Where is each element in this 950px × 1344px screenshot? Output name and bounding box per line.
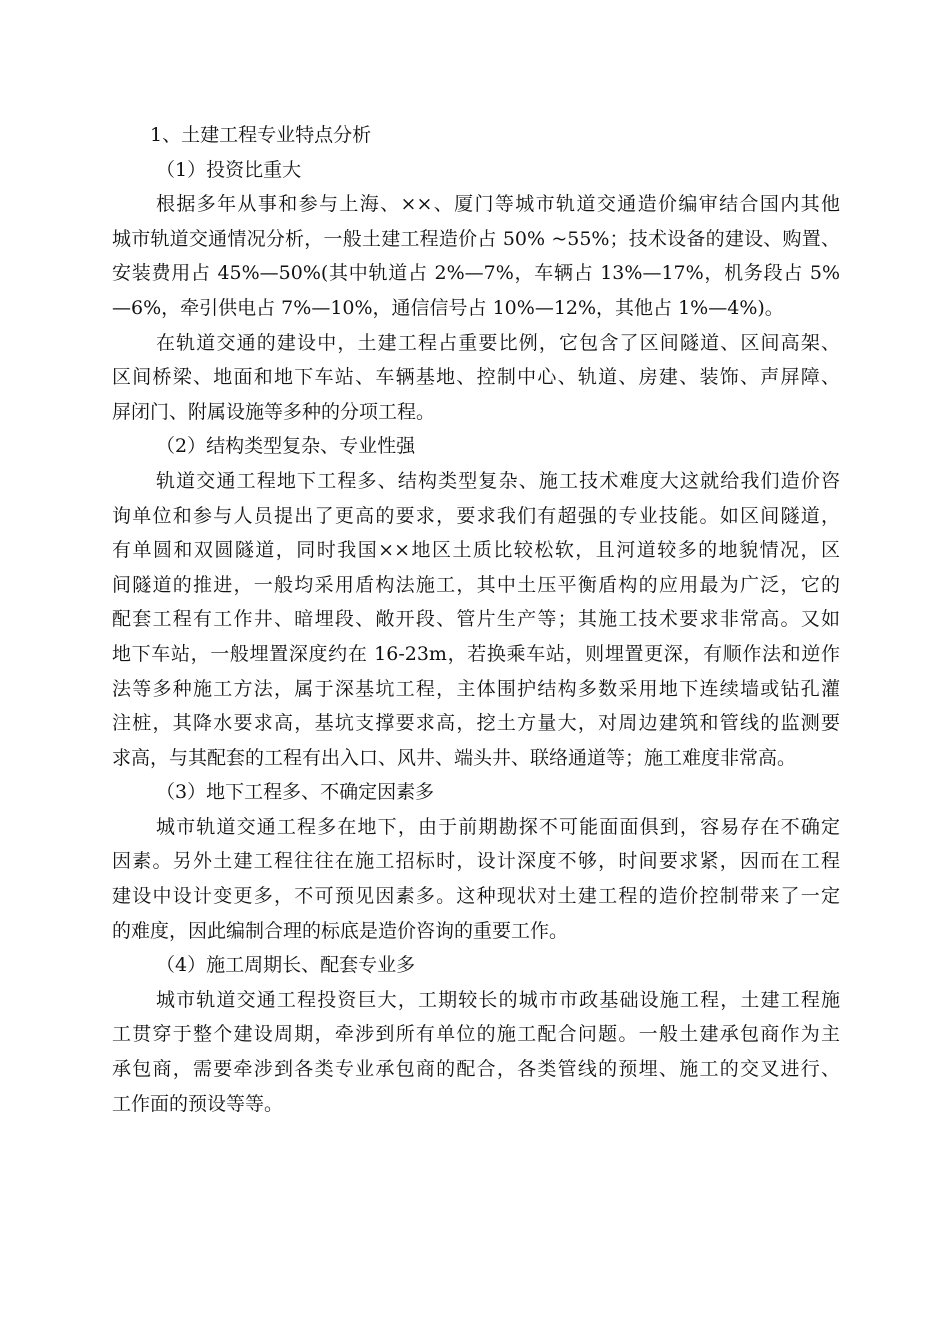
main-heading: 1、土建工程专业特点分析 bbox=[150, 124, 372, 146]
text-line: 有单圆和双圆隧道，同时我国××地区土质比较松软，且河道较多的地貌情况，区 bbox=[112, 539, 840, 562]
section-title-1: （1）投资比重大 bbox=[156, 158, 302, 181]
text-line: 地下车站，一般埋置深度约在 16-23m，若换乘车站，则埋置更深，有顺作法和逆作 bbox=[112, 642, 840, 665]
text-line: 工贯穿于整个建设周期，牵涉到所有单位的施工配合问题。一般土建承包商作为主 bbox=[112, 1023, 840, 1046]
text-line: 询单位和参与人员提出了更高的要求，要求我们有超强的专业技能。如区间隧道， bbox=[112, 504, 840, 527]
text-line: 承包商，需要牵涉到各类专业承包商的配合，各类管线的预埋、施工的交叉进行、 bbox=[112, 1058, 840, 1081]
text-line: 间隧道的推进，一般均采用盾构法施工，其中土压平衡盾构的应用最为广泛，它的 bbox=[112, 573, 840, 596]
text-line: —6%，牵引供电占 7%—10%，通信信号占 10%—12%，其他占 1%—4%)。 bbox=[112, 296, 784, 319]
text-line: 因素。另外土建工程往往在施工招标时，设计深度不够，时间要求紧，因而在工程 bbox=[112, 850, 840, 873]
text-line: 城市轨道交通工程多在地下，由于前期勘探不可能面面俱到，容易存在不确定 bbox=[156, 815, 840, 838]
text-line: 城市轨道交通工程投资巨大，工期较长的城市市政基础设施工程，土建工程施 bbox=[156, 988, 840, 1011]
paragraph bbox=[112, 187, 840, 325]
section-title-4: （4）施工周期长、配套专业多 bbox=[156, 954, 416, 977]
text-line: 注桩，其降水要求高，基坑支撑要求高，挖土方量大，对周边建筑和管线的监测要 bbox=[112, 712, 840, 735]
section-title-3: （3）地下工程多、不确定因素多 bbox=[156, 781, 435, 804]
text-line: 的难度，因此编制合理的标底是造价咨询的重要工作。 bbox=[112, 919, 569, 942]
paragraph bbox=[112, 810, 840, 948]
text-line: 法等多种施工方法，属于深基坑工程，主体围护结构多数采用地下连续墙或钻孔灌 bbox=[112, 677, 840, 700]
text-line: 轨道交通工程地下工程多、结构类型复杂、施工技术难度大这就给我们造价咨 bbox=[156, 469, 840, 492]
text-line: 安装费用占 45%—50%(其中轨道占 2%—7%，车辆占 13%—17%，机务段占 5% bbox=[112, 262, 840, 285]
paragraph bbox=[112, 464, 840, 775]
text-line: 根据多年从事和参与上海、××、厦门等城市轨道交通造价编审结合国内其他 bbox=[156, 193, 840, 216]
text-line: 区间桥梁、地面和地下车站、车辆基地、控制中心、轨道、房建、装饰、声屏障、 bbox=[112, 366, 840, 389]
text-line: 在轨道交通的建设中，土建工程占重要比例，它包含了区间隧道、区间高架、 bbox=[156, 331, 840, 354]
text-line: 工作面的预设等等。 bbox=[112, 1092, 284, 1115]
text-line: 求高，与其配套的工程有出入口、风井、端头井、联络通道等；施工难度非常高。 bbox=[112, 746, 797, 769]
text-line: 屏闭门、附属设施等多种的分项工程。 bbox=[112, 400, 436, 423]
text-line: 城市轨道交通情况分析，一般土建工程造价占 50% ~55%；技术设备的建设、购置、 bbox=[112, 227, 840, 250]
text-line: 配套工程有工作井、暗埋段、敞开段、管片生产等；其施工技术要求非常高。又如 bbox=[112, 608, 840, 631]
text-line: 建设中设计变更多，不可预见因素多。这种现状对土建工程的造价控制带来了一定 bbox=[112, 885, 840, 908]
section-title-2: （2）结构类型复杂、专业性强 bbox=[156, 435, 416, 458]
document-body bbox=[112, 118, 840, 1121]
paragraph bbox=[112, 326, 840, 430]
paragraph bbox=[112, 983, 840, 1121]
